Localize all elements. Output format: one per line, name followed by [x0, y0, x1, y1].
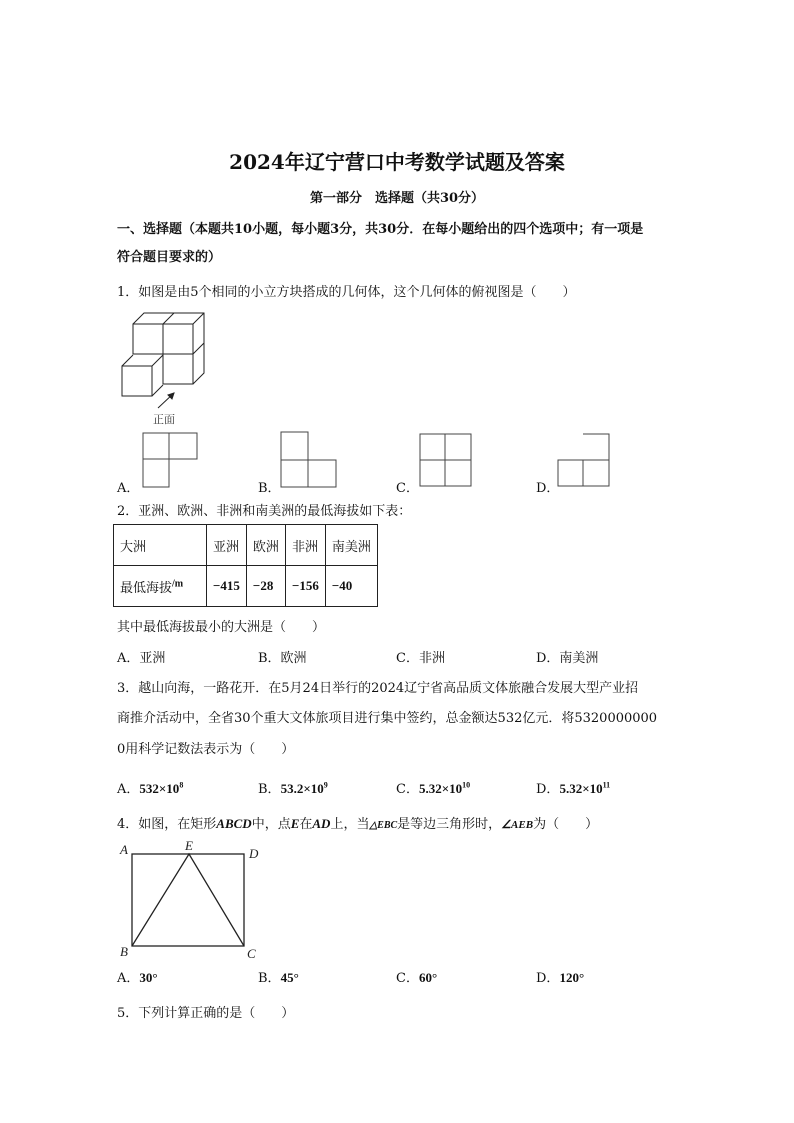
q2-question: 其中最低海拔最小的大洲是（ ）	[117, 620, 326, 635]
svg-text:正面: 正面	[153, 413, 175, 426]
altitude-table	[113, 524, 378, 607]
table-cell: 亚洲	[207, 525, 247, 566]
table-cell: 非洲	[285, 525, 325, 566]
q2-option-d[interactable]: D．南美洲	[536, 651, 599, 666]
option-b-figure	[280, 431, 337, 488]
table-row	[114, 525, 378, 566]
q2-option-b[interactable]: B．欧洲	[258, 651, 307, 666]
part-heading: 第一部分 选择题（共30分）	[309, 191, 485, 206]
q4-option-a[interactable]: A．30°	[117, 970, 158, 986]
table-cell: 欧洲	[246, 525, 285, 566]
rectangle-figure	[115, 838, 275, 963]
q2-option-c[interactable]: C．非洲	[396, 651, 445, 666]
svg-text:B: B	[120, 944, 128, 959]
q3-line1: 3．越山向海，一路花开．在5月24日举行的2024辽宁省高品质文体旅融合发展大型产业招	[117, 681, 639, 696]
q3-option-b[interactable]: B．$53.2\times 10^9$	[258, 780, 328, 797]
table-cell: 大洲	[114, 525, 207, 566]
table-cell: 最低海拔$^{/m}$	[114, 566, 207, 607]
q4-option-c[interactable]: C．60°	[396, 970, 438, 986]
section-heading-cont: 符合题目要求的）	[117, 250, 222, 265]
q1-text: 1．如图是由5个相同的小立方块搭成的几何体，这个几何体的俯视图是（ ）	[117, 285, 576, 300]
q2-option-a[interactable]: A．亚洲	[117, 651, 166, 666]
q3-option-a[interactable]: A．$532\times 10^8$	[117, 780, 184, 797]
svg-text:D: D	[249, 846, 259, 861]
section-heading: 一、选择题（本题共10小题，每小题3分，共30分．在每小题给出的四个选项中；有一项是	[117, 222, 644, 237]
table-cell: −156	[285, 566, 325, 607]
svg-text:E: E	[185, 838, 193, 853]
q3-line3: 0用科学记数法表示为（ ）	[117, 742, 295, 757]
q1-option-d[interactable]: D．	[536, 481, 560, 496]
q4-text: 4．如图，在矩形ABCD中，点E在AD上，当△EBC是等边三角形时，∠AEB为（ ）	[117, 816, 599, 832]
q4-option-d[interactable]: D．120°	[536, 970, 585, 986]
svg-text:C: C	[247, 946, 256, 961]
q4-option-b[interactable]: B．45°	[258, 970, 299, 986]
q1-option-a[interactable]: A．	[117, 481, 140, 496]
table-cell: 南美洲	[325, 525, 377, 566]
q2-text: 2．亚洲、欧洲、非洲和南美洲的最低海拔如下表：	[117, 504, 412, 519]
option-c-figure	[419, 433, 472, 487]
table-cell: −40	[325, 566, 377, 607]
q1-option-c[interactable]: C．	[396, 481, 419, 496]
q1-option-b[interactable]: B．	[258, 481, 281, 496]
q5-text: 5．下列计算正确的是（ ）	[117, 1006, 295, 1021]
svg-text:A: A	[120, 842, 128, 857]
cube-figure	[118, 308, 218, 428]
q3-option-c[interactable]: C．$5.32\times 10^{10}$	[396, 780, 471, 797]
document-title: 2024年辽宁营口中考数学试题及答案	[229, 150, 565, 174]
table-cell: −415	[207, 566, 247, 607]
option-a-figure	[142, 432, 198, 488]
q3-line2: 商推介活动中，全省30个重大文体旅项目进行集中签约，总金额达532亿元．将5320000000	[117, 711, 658, 726]
q3-option-d[interactable]: D．$5.32\times 10^{11}$	[536, 780, 611, 797]
table-row	[114, 566, 378, 607]
option-d-figure	[557, 433, 611, 487]
table-cell: −28	[246, 566, 285, 607]
